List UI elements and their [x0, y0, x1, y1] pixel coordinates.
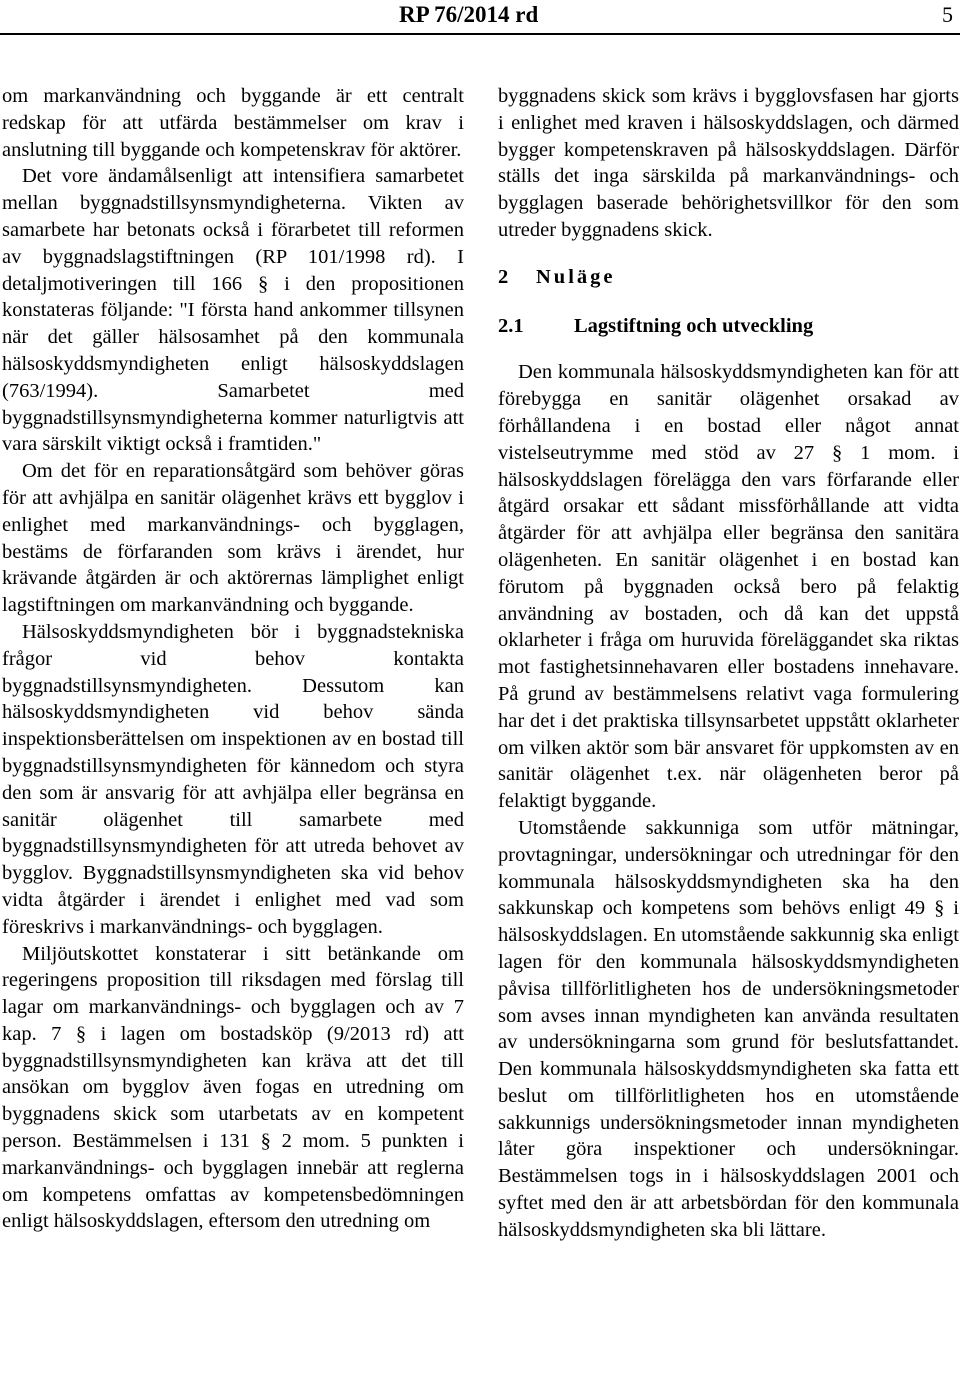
- left-column: [2, 83, 464, 1235]
- section-heading: [498, 264, 959, 291]
- section-number: 2: [498, 265, 509, 288]
- subsection-title: Lagstiftning och utveckling: [574, 314, 814, 337]
- header-rule: [0, 33, 960, 35]
- paragraph: byggnadens skick som krävs i bygglovsfasen har gjorts i enlighet med kraven i hälsoskyddslagen, och därmed bygger kompetenskraven på hälsoskyddslagen. Därför ställs det inga särskilda på markanvändnings- och bygglagen baserade behörighetsvillkor för den som utreder byggnadens skick.: [498, 85, 959, 241]
- page-header: [0, 0, 960, 34]
- paragraph: Hälsoskyddsmyndigheten bör i byggnadstekniska frågor vid behov kontakta byggnadstillsynsmyndigheten. Dessutom kan hälsoskyddsmyndigheten vid behov sända inspektionsberättelsen om inspektionen av en bostad till byggnadstillsynsmyndigheten för kännedom och styra den som är ansvarig för att avhjälpa eller begränsa en sanitär olägenhet till samarbete med byggnadstillsynsmyndigheten för att utreda behovet av bygglov. Byggnadstillsynsmyndigheten ska vid behov vidta åtgärder i ärendet i enlighet med vad som föreskrivs i markanvändnings- och bygglagen.: [2, 620, 464, 938]
- section-title: Nuläge: [536, 265, 616, 288]
- subsection-heading: [498, 313, 959, 340]
- paragraph: Utomstående sakkunniga som utför mätningar, provtagningar, undersökningar och utredningar för den kommunala hälsoskyddsmyndigheten ska ha den sakkunskap och kompetens som behövs enligt 49 § i hälsoskyddslagen. En utomstående sakkunnig ska enligt lagen för den kommunala hälsoskyddsmyndigheten påvisa tillförlitligheten hos de undersökningsmetoder som avses innan myndigheten kan använda resultaten av undersökningarna som grund för beslutsfattandet. Den kommunala hälsoskyddsmyndigheten ska fatta ett beslut om tillförlitligheten hos en utomstående sakkunnigs undersökningsmetoder innan myndigheten låter göra inspektioner och undersökningar. Bestämmelsen togs in i hälsoskyddslagen 2001 och syftet med den är att arbetsbördan för den kommunala hälsoskyddsmyndigheten ska bli lättare.: [498, 816, 959, 1241]
- page-number: 5: [942, 2, 953, 27]
- paragraph: Den kommunala hälsoskyddsmyndigheten kan för att förebygga en sanitär olägenhet orsakad av förhållandena i en bostad eller något annat vistelseutrymme med stöd av 27 § 1 mom. i hälsoskyddslagen förelägga den vars förfarande eller åtgärd orsakar ett sådant missförhållande att vidta åtgärder för att avhjälpa eller begränsa den sanitära olägenheten. En sanitär olägenhet i en bostad kan förutom på byggnaden också bero på felaktig användning av bostaden, och då kan det uppstå oklarheter i fråga om huruvida föreläggandet ska riktas mot fastighetsinnehavaren eller bostadens innehavare. På grund av bestämmelsens relativt vaga formulering har det i det praktiska tillsynsarbetet uppstått oklarheter om vilken aktör som bär ansvaret för uppkomsten av en sanitär olägenhet t.ex. när olägenheten beror på felaktigt byggande.: [498, 361, 959, 813]
- subsection-number: 2.1: [498, 314, 524, 337]
- document-id: RP 76/2014 rd: [399, 2, 539, 27]
- paragraph: Miljöutskottet konstaterar i sitt betänkande om regeringens proposition till riksdagen med förslag till lagar om markanvändnings- och bygglagen och av 7 kap. 7 § i lagen om bostadsköp (9/2013 rd) att byggnadstillsynsmyndigheten kan kräva att det till ansökan om bygglov även fogas en utredning om byggnadens skick som utarbetats av en kompetent person. Bestämmelsen i 131 § 2 mom. 5 punkten i markanvändnings- och bygglagen innebär att reglerna om kompetens omfattas av kompetensbedömningen enligt hälsoskyddslagen, eftersom den utredning om: [2, 942, 464, 1233]
- paragraph: Det vore ändamålsenligt att intensifiera samarbetet mellan byggnadstillsynsmyndigheterna. Vikten av samarbete har betonats också i förarbetet till reformen av byggnadslagstiftningen (RP 101/1998 rd). I detaljmotiveringen till 166 § i den propositionen konstateras följande: "I första hand ankommer tillsynen när det gäller hälsosamhet på den kommunala hälsoskyddsmyndigheten enligt hälsoskyddslagen (763/1994). Samarbetet med byggnadstillsynsmyndigheterna kommer naturligtvis att vara särskilt viktigt också i framtiden.": [2, 165, 464, 456]
- paragraph: Om det för en reparationsåtgärd som behöver göras för att avhjälpa en sanitär olägenhet krävs ett bygglov i enlighet med markanvändnings- och bygglagen, bestäms de förfaranden som krävs i ärendet, hur krävande åtgärden är och aktörernas lämplighet enligt lagstiftningen om markanvändning och byggande.: [2, 460, 464, 617]
- paragraph: om markanvändning och byggande är ett centralt redskap för att utfärda bestämmelser om krav i anslutning till byggande och kompetenskrav för aktörer.: [2, 85, 464, 161]
- right-column: [498, 83, 959, 1244]
